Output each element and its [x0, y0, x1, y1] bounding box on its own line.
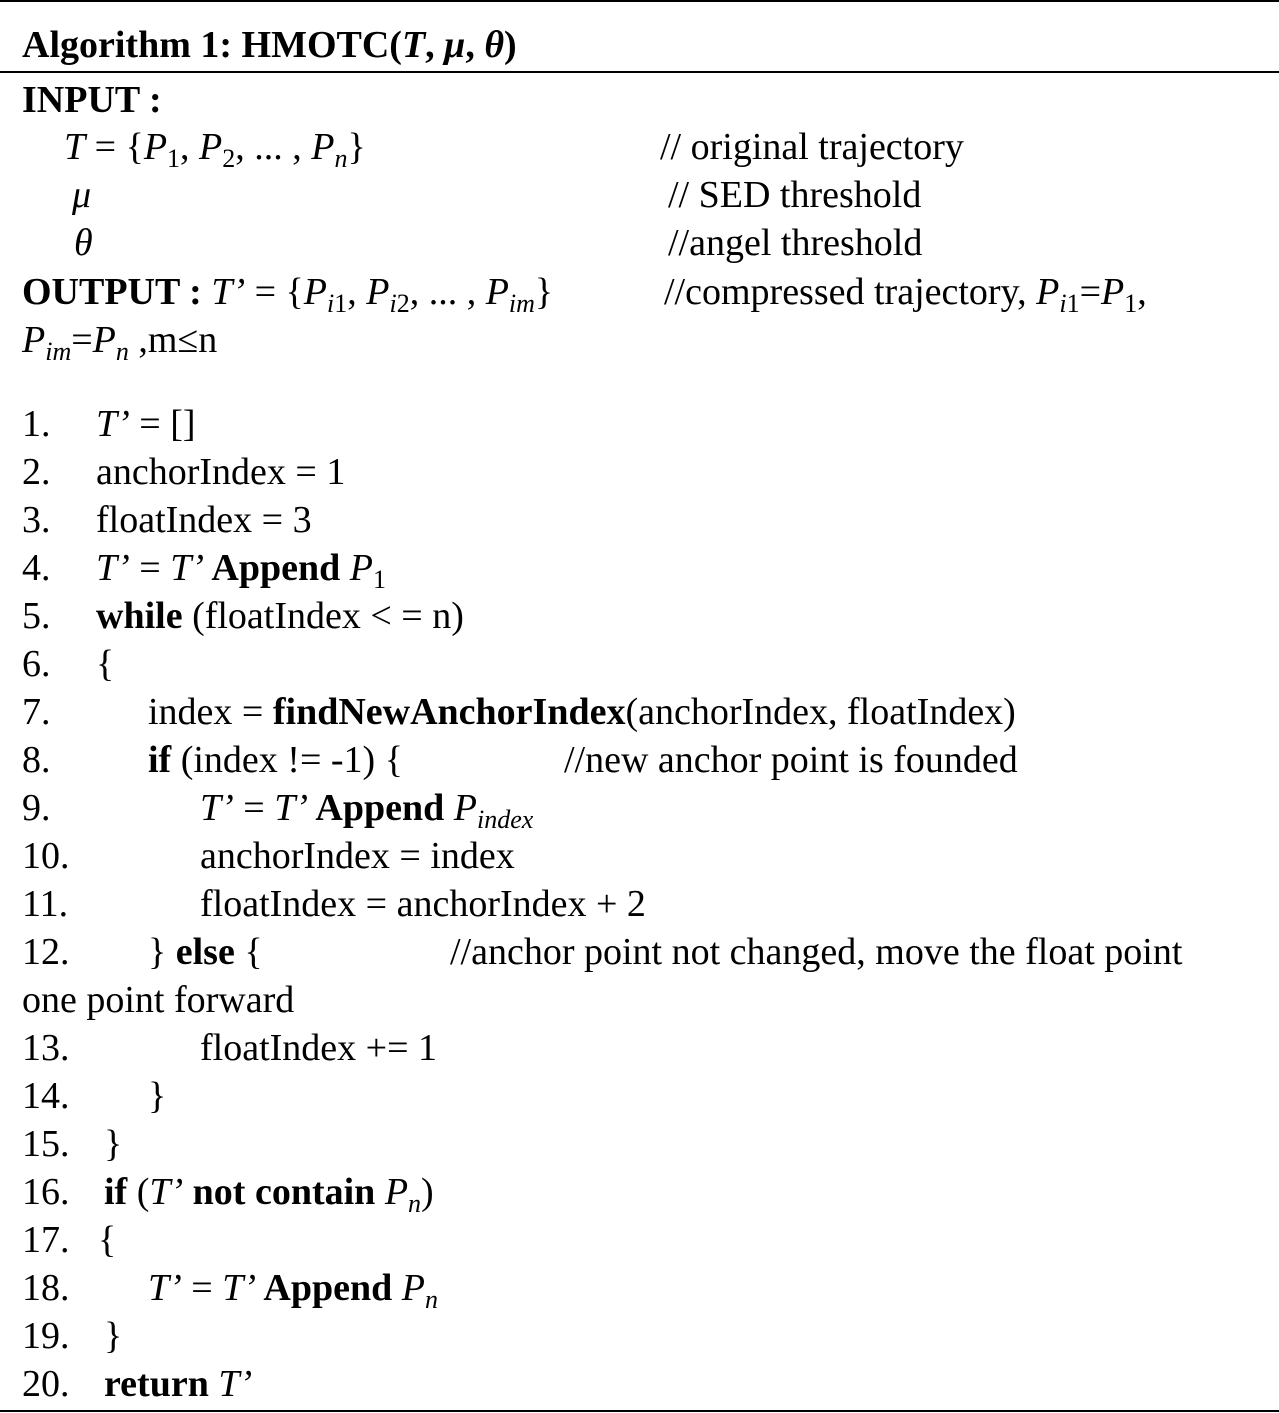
p: P [311, 126, 335, 168]
code: ( [127, 1171, 150, 1213]
code: ) [421, 1171, 434, 1213]
line-number: 4. [22, 547, 51, 589]
dots: , ... , [409, 271, 486, 313]
keyword: Append [308, 787, 454, 829]
input-t [64, 124, 366, 173]
code-line-1 [96, 401, 196, 447]
keyword: Append [204, 547, 350, 589]
t-prime: T’ [200, 787, 234, 829]
sub: 1 [373, 565, 386, 594]
brace: } [534, 271, 554, 313]
line-number: 19. [22, 1315, 70, 1357]
sub: 1 [167, 144, 181, 173]
line-number: 2. [22, 451, 51, 493]
keyword: if [148, 739, 172, 781]
sub: 2 [396, 289, 410, 318]
param-t: T [401, 24, 426, 66]
code: (index != -1) { [171, 739, 403, 781]
keyword: else [175, 931, 235, 973]
line-number: 6. [22, 643, 51, 685]
eq: = [1079, 271, 1102, 313]
line-number: 20. [22, 1363, 70, 1405]
line-number: 13. [22, 1027, 70, 1069]
p: P [453, 787, 477, 829]
sub: im [508, 289, 535, 318]
comma: , [1137, 271, 1147, 313]
line-number: 18. [22, 1267, 70, 1309]
output-line-2 [22, 317, 218, 366]
dots: , ... , [235, 126, 312, 168]
code-line-15: } [104, 1123, 123, 1165]
p: P [384, 1171, 409, 1213]
eq: = [181, 1267, 223, 1309]
code-line-5 [96, 593, 464, 639]
code: index = [148, 691, 273, 733]
keyword: while [96, 595, 183, 637]
code-line-7 [148, 689, 1016, 735]
code: = [] [129, 403, 196, 445]
t-prime: T’ [148, 1267, 182, 1309]
keyword: not contain [183, 1171, 385, 1213]
t-prime: T’ [211, 271, 246, 313]
input-label: INPUT : [22, 79, 162, 121]
code-comment-12-cont: one point forward [22, 979, 295, 1021]
p: P [485, 271, 509, 313]
input-mu-comment: // SED threshold [668, 174, 922, 216]
title-text: Algorithm 1: HMOTC( [22, 24, 402, 66]
t-prime: T’ [149, 1171, 184, 1213]
input-mu: μ [72, 174, 92, 216]
code: { [234, 931, 263, 973]
eq: = { [85, 126, 144, 168]
line-number: 14. [22, 1075, 70, 1117]
p: P [22, 319, 46, 361]
line-number: 12. [22, 931, 70, 973]
eq: = [233, 787, 275, 829]
line-number: 8. [22, 739, 51, 781]
constraint: ,m≤n [128, 319, 218, 361]
top-rule [0, 0, 1279, 2]
t-prime: T’ [96, 403, 130, 445]
input-theta: θ [74, 222, 93, 264]
p: P [303, 271, 328, 313]
code-line-6: { [96, 643, 115, 685]
sub: 1 [1124, 289, 1138, 318]
keyword: Append [256, 1267, 402, 1309]
code-line-11: floatIndex = anchorIndex + 2 [200, 883, 646, 925]
sub: 1 [334, 289, 348, 318]
p: P [199, 126, 223, 168]
t-prime: T’ [222, 1267, 257, 1309]
code: (floatIndex < = n) [182, 595, 464, 637]
t-prime: T’ [218, 1363, 253, 1405]
line-number: 3. [22, 499, 51, 541]
param-theta: θ [484, 24, 505, 66]
sep: , [425, 24, 445, 66]
sub: i [327, 289, 335, 318]
function-name: findNewAnchorIndex [272, 691, 626, 733]
line-number: 10. [22, 835, 70, 877]
code-line-13: floatIndex += 1 [200, 1027, 438, 1069]
eq: = [71, 319, 93, 361]
sub: n [408, 1189, 422, 1218]
line-number: 16. [22, 1171, 70, 1213]
code-line-9 [200, 785, 534, 834]
code-line-4 [96, 545, 386, 594]
code-line-10: anchorIndex = index [200, 835, 515, 877]
code-line-14: } [148, 1075, 167, 1117]
line-number: 11. [22, 883, 69, 925]
code-line-12 [148, 929, 263, 975]
bottom-rule [0, 1410, 1279, 1412]
param-mu: μ [444, 24, 466, 66]
p: P [143, 126, 168, 168]
sub: n [425, 1285, 438, 1314]
sep: , [465, 24, 485, 66]
t-prime: T’ [274, 787, 309, 829]
sub: 2 [222, 144, 236, 173]
t-prime: T’ [96, 547, 130, 589]
line-number: 15. [22, 1123, 70, 1165]
code-line-8 [148, 737, 403, 783]
code: (anchorIndex, floatIndex) [625, 691, 1016, 733]
code-line-3: floatIndex = 3 [96, 499, 312, 541]
code-line-17: { [98, 1219, 117, 1261]
sub: n [334, 144, 348, 173]
line-number: 17. [22, 1219, 70, 1261]
sub: index [477, 805, 534, 834]
code-line-2: anchorIndex = 1 [96, 451, 346, 493]
line-number: 7. [22, 691, 51, 733]
code-comment-12: //anchor point not changed, move the float point [450, 931, 1183, 973]
sub: i [1059, 289, 1067, 318]
output-label: OUTPUT : [22, 271, 202, 313]
t-symbol: T [64, 126, 86, 168]
eq: = { [245, 271, 304, 313]
p: P [349, 547, 373, 589]
p: P [1036, 271, 1060, 313]
input-t-comment: // original trajectory [660, 126, 964, 168]
sub: n [115, 337, 129, 366]
eq: = [129, 547, 171, 589]
algorithm-title [22, 22, 517, 68]
code-comment-8: //new anchor point is founded [564, 739, 1018, 781]
p: P [92, 319, 116, 361]
space [209, 1363, 219, 1405]
sub: i [389, 289, 397, 318]
output-comment [664, 269, 1147, 318]
brace: } [347, 126, 366, 168]
input-theta-comment: //angel threshold [668, 222, 923, 264]
code-line-19: } [104, 1315, 123, 1357]
comment-text: //compressed trajectory, [664, 271, 1037, 313]
sub: 1 [1066, 289, 1080, 318]
line-number: 9. [22, 787, 51, 829]
code-line-16 [104, 1169, 434, 1218]
header-rule [0, 71, 1279, 73]
t-prime: T’ [170, 547, 205, 589]
close-paren: ) [504, 24, 517, 66]
p: P [366, 271, 390, 313]
line-number: 1. [22, 403, 51, 445]
code-line-18 [148, 1265, 438, 1314]
line-number: 5. [22, 595, 51, 637]
keyword: return [104, 1363, 209, 1405]
p: P [401, 1267, 425, 1309]
code: } [148, 931, 176, 973]
comma: , [180, 126, 200, 168]
comma: , [347, 271, 367, 313]
keyword: if [104, 1171, 128, 1213]
sub: im [45, 337, 72, 366]
code-line-20 [104, 1361, 252, 1407]
output-line [22, 269, 554, 318]
p: P [1101, 271, 1125, 313]
